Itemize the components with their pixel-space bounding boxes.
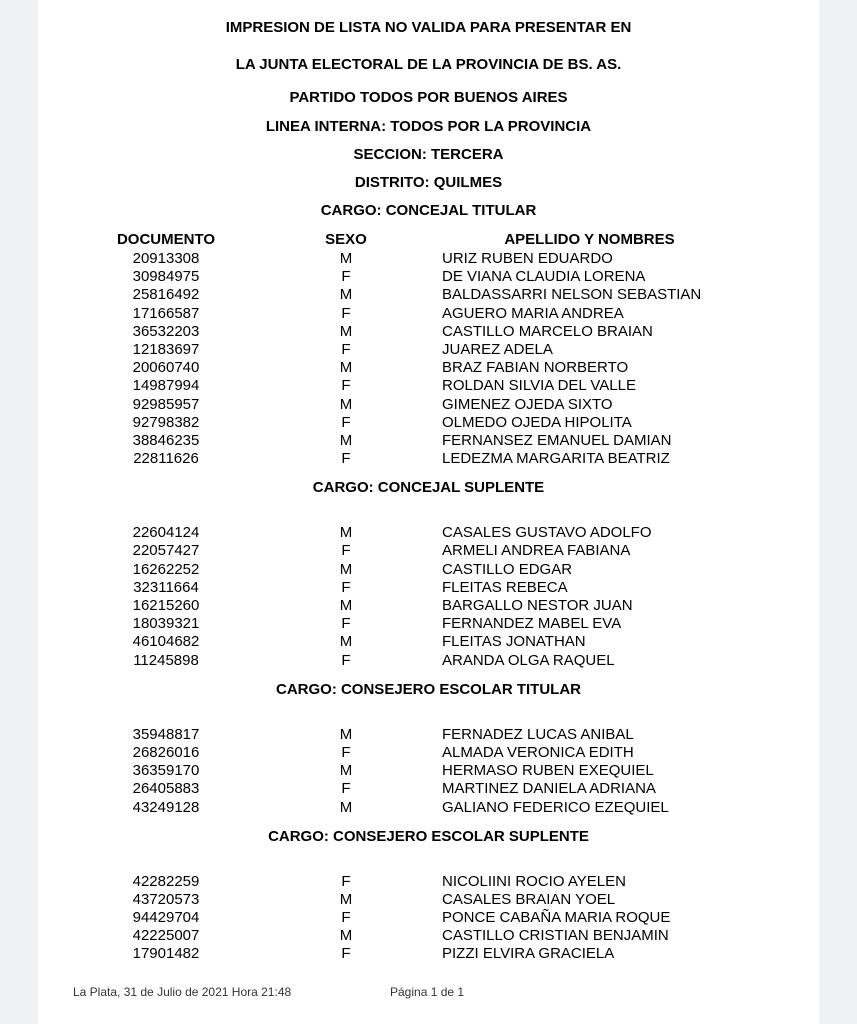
- section-rows: [38, 524, 819, 670]
- sexo-cell: M: [339, 359, 353, 377]
- documento-cell: 26405883: [132, 780, 200, 798]
- sexo-cell: M: [339, 524, 353, 542]
- documento-cell: 16215260: [132, 597, 200, 614]
- section-title: CARGO: CONSEJERO ESCOLAR SUPLENTE: [268, 827, 589, 845]
- table-row: [38, 450, 819, 468]
- sexo-cell: F: [341, 651, 351, 669]
- nombre-cell: GIMENEZ OJEDA SIXTO: [442, 395, 613, 413]
- sexo-cell: M: [339, 725, 353, 743]
- documento-cell: 22811626: [133, 450, 199, 468]
- documento-cell: 11245898: [133, 651, 199, 669]
- table-row: [38, 359, 819, 377]
- documento-cell: 36359170: [132, 762, 200, 780]
- sexo-cell: F: [341, 377, 351, 395]
- documento-cell: 36532203: [132, 322, 200, 340]
- table-row: [38, 762, 819, 780]
- table-row: [38, 799, 819, 817]
- sexo-cell: M: [339, 798, 353, 816]
- sexo-cell: F: [341, 542, 351, 560]
- table-row: [38, 268, 819, 286]
- sexo-cell: M: [339, 286, 353, 304]
- nombre-cell: ARMELI ANDREA FABIANA: [442, 542, 631, 560]
- table-row: [38, 286, 819, 304]
- documento-cell: 35948817: [132, 725, 200, 743]
- sexo-cell: F: [341, 268, 351, 286]
- documento-cell: 92985957: [132, 395, 200, 413]
- nombre-cell: GALIANO FEDERICO EZEQUIEL: [442, 798, 669, 816]
- table-row: [38, 615, 819, 633]
- sexo-cell: M: [339, 431, 353, 449]
- table-row: [38, 744, 819, 762]
- nombre-cell: OLMEDO OJEDA HIPOLITA: [442, 413, 632, 431]
- documento-cell: 38846235: [132, 431, 200, 449]
- page-footer: [38, 986, 819, 999]
- documento-cell: 42225007: [132, 927, 200, 945]
- documento-cell: 14987994: [132, 377, 200, 395]
- footer-place-date: La Plata, 31 de Julio de 2021 Hora 21:48: [73, 984, 292, 999]
- sexo-cell: M: [339, 395, 353, 413]
- documento-cell: 20913308: [132, 250, 200, 267]
- section-title: CARGO: CONCEJAL SUPLENTE: [312, 479, 545, 497]
- table-row: [38, 305, 819, 323]
- table-row: [38, 414, 819, 432]
- sexo-cell: M: [339, 762, 353, 780]
- sexo-cell: F: [341, 340, 351, 358]
- nombre-cell: CASTILLO CRISTIAN BENJAMIN: [442, 927, 669, 945]
- documento-cell: 16262252: [132, 560, 200, 578]
- nombre-cell: MARTINEZ DANIELA ADRIANA: [442, 780, 656, 798]
- nombre-cell: URIZ RUBEN EDUARDO: [442, 250, 613, 267]
- documento-cell: 42282259: [132, 872, 200, 890]
- table-row: [38, 652, 819, 670]
- documento-cell: 25816492: [132, 286, 200, 304]
- header-line: DISTRITO: QUILMES: [354, 174, 503, 191]
- table-row: [38, 633, 819, 651]
- table-row: [38, 377, 819, 395]
- documento-cell: 92798382: [132, 413, 200, 431]
- header-line: LINEA INTERNA: TODOS POR LA PROVINCIA: [265, 118, 592, 135]
- header-line: SECCION: TERCERA: [353, 146, 504, 163]
- nombre-cell: ALMADA VERONICA EDITH: [442, 743, 634, 761]
- table-row: [38, 873, 819, 891]
- column-header-sexo: SEXO: [325, 231, 367, 248]
- documento-cell: 20060740: [132, 359, 200, 377]
- table-row: [38, 927, 819, 945]
- nombre-cell: FERNANDEZ MABEL EVA: [442, 615, 622, 633]
- table-row: [38, 396, 819, 414]
- sexo-cell: M: [339, 250, 353, 267]
- nombre-cell: BARGALLO NESTOR JUAN: [442, 597, 633, 614]
- documento-cell: 32311664: [133, 578, 199, 596]
- table-row: [38, 597, 819, 615]
- sexo-cell: F: [341, 909, 351, 927]
- documento-cell: 94429704: [132, 909, 200, 927]
- nombre-cell: PONCE CABAÑA MARIA ROQUE: [442, 909, 671, 927]
- documento-cell: 12183697: [132, 340, 200, 358]
- documento-cell: 22057427: [132, 542, 200, 560]
- nombre-cell: FERNANSEZ EMANUEL DAMIAN: [442, 431, 672, 449]
- sexo-cell: M: [339, 597, 353, 614]
- sexo-cell: F: [341, 615, 351, 633]
- footer-page-number: Página 1 de 1: [390, 984, 465, 999]
- nombre-cell: FERNADEZ LUCAS ANIBAL: [442, 725, 634, 743]
- documento-cell: 17901482: [132, 945, 200, 963]
- sexo-cell: M: [339, 633, 353, 651]
- table-row: [38, 561, 819, 579]
- section-rows: [38, 250, 819, 468]
- documento-cell: 43249128: [132, 798, 200, 816]
- table-row: [38, 250, 819, 268]
- nombre-cell: DE VIANA CLAUDIA LORENA: [442, 268, 646, 286]
- table-row: [38, 891, 819, 909]
- nombre-cell: LEDEZMA MARGARITA BEATRIZ: [442, 450, 670, 468]
- header-line: IMPRESION DE LISTA NO VALIDA PARA PRESENTAR EN: [225, 19, 632, 36]
- nombre-cell: FLEITAS JONATHAN: [442, 633, 586, 651]
- table-row: [38, 909, 819, 927]
- documento-cell: 18039321: [132, 615, 200, 633]
- nombre-cell: CASTILLO EDGAR: [442, 560, 573, 578]
- header-line: PARTIDO TODOS POR BUENOS AIRES: [289, 89, 568, 106]
- cargo-section: [38, 682, 819, 817]
- sexo-cell: F: [341, 945, 351, 963]
- nombre-cell: PIZZI ELVIRA GRACIELA: [442, 945, 615, 963]
- table-row: [38, 524, 819, 542]
- document-header: [38, 20, 819, 190]
- table-row: [38, 323, 819, 341]
- table-row: [38, 432, 819, 450]
- nombre-cell: NICOLIINI ROCIO AYELEN: [442, 872, 626, 890]
- documento-cell: 26826016: [132, 743, 200, 761]
- sexo-cell: F: [341, 780, 351, 798]
- sexo-cell: M: [339, 560, 353, 578]
- table-row: [38, 780, 819, 798]
- nombre-cell: ARANDA OLGA RAQUEL: [442, 651, 615, 669]
- section-title: CARGO: CONCEJAL TITULAR: [320, 202, 537, 219]
- sexo-cell: M: [339, 322, 353, 340]
- sexo-cell: F: [341, 413, 351, 431]
- nombre-cell: BALDASSARRI NELSON SEBASTIAN: [442, 286, 702, 304]
- nombre-cell: ROLDAN SILVIA DEL VALLE: [442, 377, 636, 395]
- nombre-cell: HERMASO RUBEN EXEQUIEL: [442, 762, 654, 780]
- table-row: [38, 726, 819, 744]
- table-row: [38, 579, 819, 597]
- cargo-section: [38, 480, 819, 670]
- nombre-cell: CASALES BRAIAN YOEL: [442, 890, 616, 908]
- documento-cell: 30984975: [132, 268, 200, 286]
- candidate-list: [38, 203, 819, 964]
- nombre-cell: CASTILLO MARCELO BRAIAN: [442, 322, 653, 340]
- sexo-cell: F: [341, 743, 351, 761]
- sexo-cell: M: [339, 927, 353, 945]
- table-row: [38, 341, 819, 359]
- header-line: LA JUNTA ELECTORAL DE LA PROVINCIA DE BS. AS.: [235, 56, 622, 73]
- cargo-section: [38, 829, 819, 964]
- sexo-cell: F: [341, 578, 351, 596]
- table-row: [38, 542, 819, 560]
- cargo-section: [38, 203, 819, 468]
- sexo-cell: F: [341, 872, 351, 890]
- column-header-apellido-y-nombres: APELLIDO Y NOMBRES: [504, 231, 675, 248]
- documento-cell: 17166587: [132, 304, 200, 322]
- sexo-cell: M: [339, 890, 353, 908]
- table-header-row: [38, 232, 819, 250]
- column-header-documento: DOCUMENTO: [116, 231, 216, 248]
- sexo-cell: F: [341, 450, 351, 468]
- section-rows: [38, 726, 819, 817]
- section-title: CARGO: CONSEJERO ESCOLAR TITULAR: [275, 680, 581, 698]
- nombre-cell: CASALES GUSTAVO ADOLFO: [442, 524, 652, 542]
- section-rows: [38, 873, 819, 964]
- documento-cell: 46104682: [132, 633, 200, 651]
- nombre-cell: AGUERO MARIA ANDREA: [442, 304, 624, 322]
- nombre-cell: FLEITAS REBECA: [442, 578, 568, 596]
- documento-cell: 22604124: [132, 524, 200, 542]
- sexo-cell: F: [341, 304, 351, 322]
- nombre-cell: BRAZ FABIAN NORBERTO: [442, 359, 629, 377]
- table-row: [38, 945, 819, 963]
- nombre-cell: JUAREZ ADELA: [442, 340, 553, 358]
- documento-cell: 43720573: [132, 890, 200, 908]
- document-page: [38, 0, 819, 1024]
